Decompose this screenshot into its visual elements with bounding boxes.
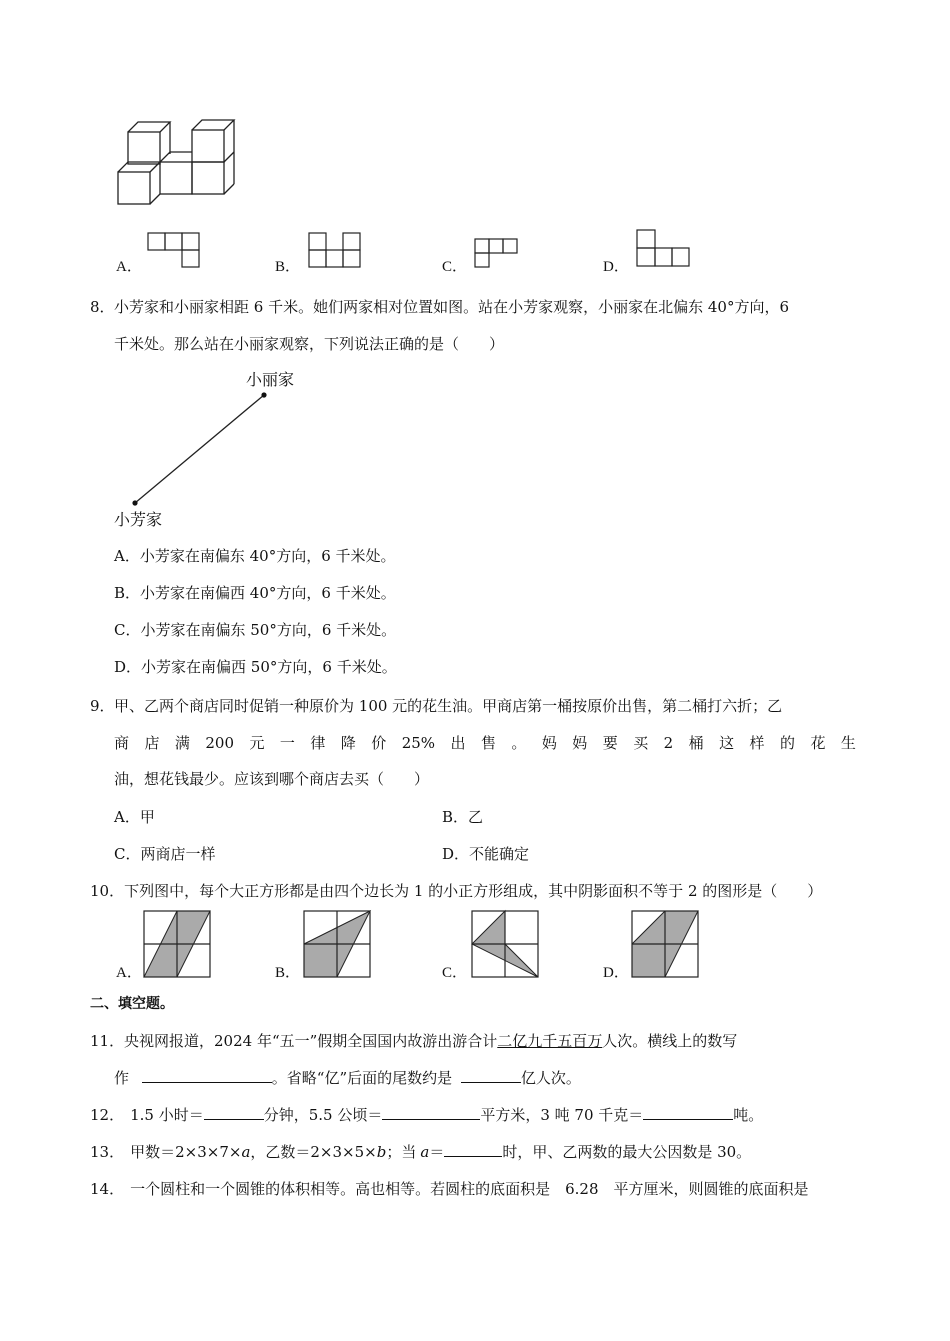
q10-option-c-label[interactable]: C． [442,965,468,981]
q8-option-d[interactable]: D．小芳家在南偏西 50°方向，6 千米处。 [114,658,397,676]
q12-blank-tons[interactable] [643,1105,733,1120]
q9-word: 买 [633,734,649,752]
q9-word: 样 [749,734,765,752]
q8-label-xiaofang-home: 小芳家 [114,510,163,529]
q9-word: 2 [663,734,674,752]
q13-part-b: ，乙数＝2×3×5× [250,1143,377,1161]
q13-var-b: b [376,1143,387,1161]
q9-word: 。 [511,734,527,752]
q9-number: 9． [90,697,115,715]
q13-var-a2: a [420,1143,430,1161]
q9-word: 店 [144,734,160,752]
q10-option-d-label[interactable]: D． [603,965,629,981]
q11-line2-c: 亿人次。 [520,1069,581,1087]
q13-var-a: a [241,1143,251,1161]
q7-option-d-label[interactable]: D． [603,259,629,275]
q12-part-b: 分钟，5.5 公顷＝ [263,1106,383,1124]
q14-text: 一个圆柱和一个圆锥的体积相等。高也相等。若圆柱的底面积是 6.28 平方厘米，则圆锥的底面积是 [130,1180,809,1198]
section-2-heading: 二、填空题。 [90,996,174,1012]
q11-line1 [124,1031,737,1051]
q7-option-d-view[interactable] [636,229,692,269]
q8-text-line2: 千米处。那么站在小丽家观察，下列说法正确的是（ ） [114,335,505,353]
q11-text-a: 央视网报道，2024 年“五一”假期全国国内故游出游合计 [124,1032,498,1050]
q9-word: 元 [249,734,265,752]
q12-part-c: 平方米，3 吨 70 千克＝ [480,1106,644,1124]
q9-word: 的 [780,734,796,752]
q9-word: 妈 [572,734,588,752]
q13-part-e: 时，甲、乙两数的最大公因数是 30。 [502,1143,752,1161]
q11-blank-approx[interactable] [461,1068,521,1083]
q11-line2-b: 。省略“亿”后面的尾数约是 [271,1069,453,1087]
q10-option-b-label[interactable]: B． [275,965,301,981]
q11-blank-written-number[interactable] [142,1068,272,1083]
q12-part-d: 吨。 [733,1106,764,1124]
q13-line [90,1142,751,1162]
q10-option-c-figure[interactable] [470,910,540,978]
q9-word: 出 [450,734,466,752]
q9-option-d[interactable]: D．不能确定 [442,845,530,863]
q8-number: 8． [90,298,115,316]
q10-text: 10．下列图中，每个大正方形都是由四个边长为 1 的小正方形组成，其中阴影面积不等于 2 的图形是（ ） [90,882,823,900]
q7-option-a-label[interactable]: A． [116,259,142,275]
q9-word: 降 [340,734,356,752]
q9-option-a[interactable]: A．甲 [114,808,155,826]
q9-option-c[interactable]: C．两商店一样 [114,845,216,863]
q10-option-b-figure[interactable] [302,910,372,978]
q13-blank-a-value[interactable] [444,1142,502,1157]
q9-word: 满 [174,734,190,752]
q13-part-d: ＝ [429,1143,445,1161]
q13-number: 13． [90,1143,125,1161]
q9-word: 200 [205,734,234,752]
q7-option-c-view[interactable] [474,238,520,270]
q7-option-a-view[interactable] [147,232,203,270]
q9-word: 生 [840,734,856,752]
q14-number: 14． [90,1180,125,1198]
q7-option-c-label[interactable]: C． [442,259,468,275]
q13-part-a: 甲数＝2×3×7× [130,1143,242,1161]
q9-word: 价 [371,734,387,752]
q8-label-xiaoli-home: 小丽家 [246,370,295,389]
q12-part-a: 1.5 小时＝ [130,1106,204,1124]
q12-blank-minutes[interactable] [204,1105,264,1120]
q9-text-line3: 油，想花钱最少。应该到哪个商店去买（ ） [114,770,430,788]
q11-line2 [114,1068,581,1088]
q9-word: 一 [279,734,295,752]
q7-option-b-view[interactable] [308,232,364,270]
q12-blank-square-meters[interactable] [382,1105,480,1120]
q9-text-line2 [114,733,856,753]
q9-word: 律 [310,734,326,752]
q8-option-a[interactable]: A．小芳家在南偏东 40°方向，6 千米处。 [114,547,396,565]
q7-option-b-label[interactable]: B． [275,259,301,275]
q9-text-line1: 甲、乙两个商店同时促销一种原价为 100 元的花生油。甲商店第一桶按原价出售，第二桶打六折；乙 [114,697,783,715]
q11-number: 11． [90,1032,125,1050]
q10-option-a-figure[interactable] [142,910,212,978]
q13-part-c: ；当 [386,1143,417,1161]
q8-text-line1: 小芳家和小丽家相距 6 千米。她们两家相对位置如图。站在小芳家观察，小丽家在北偏东 40°方向，6 [114,298,789,316]
q11-text-b: 人次。横线上的数写 [602,1032,738,1050]
q12-number: 12． [90,1106,125,1124]
q8-position-diagram [125,385,275,515]
q9-word: 这 [719,734,735,752]
q8-option-c[interactable]: C．小芳家在南偏东 50°方向，6 千米处。 [114,621,397,639]
q9-word: 花 [810,734,826,752]
q9-option-b[interactable]: B．乙 [442,808,484,826]
q9-word: 桶 [688,734,704,752]
q9-word: 商 [114,734,130,752]
q9-word: 妈 [541,734,557,752]
q14-line [90,1179,809,1199]
cube-solid-figure [110,118,245,210]
q9-word: 售 [480,734,496,752]
q9-word: 要 [602,734,618,752]
q11-line2-a: 作 [114,1069,130,1087]
q10-option-d-figure[interactable] [630,910,700,978]
q12-line [90,1105,763,1125]
q11-underlined-number: 二亿九千五百万 [497,1032,603,1050]
q8-option-b[interactable]: B．小芳家在南偏西 40°方向，6 千米处。 [114,584,396,602]
q10-option-a-label[interactable]: A． [116,965,142,981]
q9-word: 25% [401,734,436,752]
